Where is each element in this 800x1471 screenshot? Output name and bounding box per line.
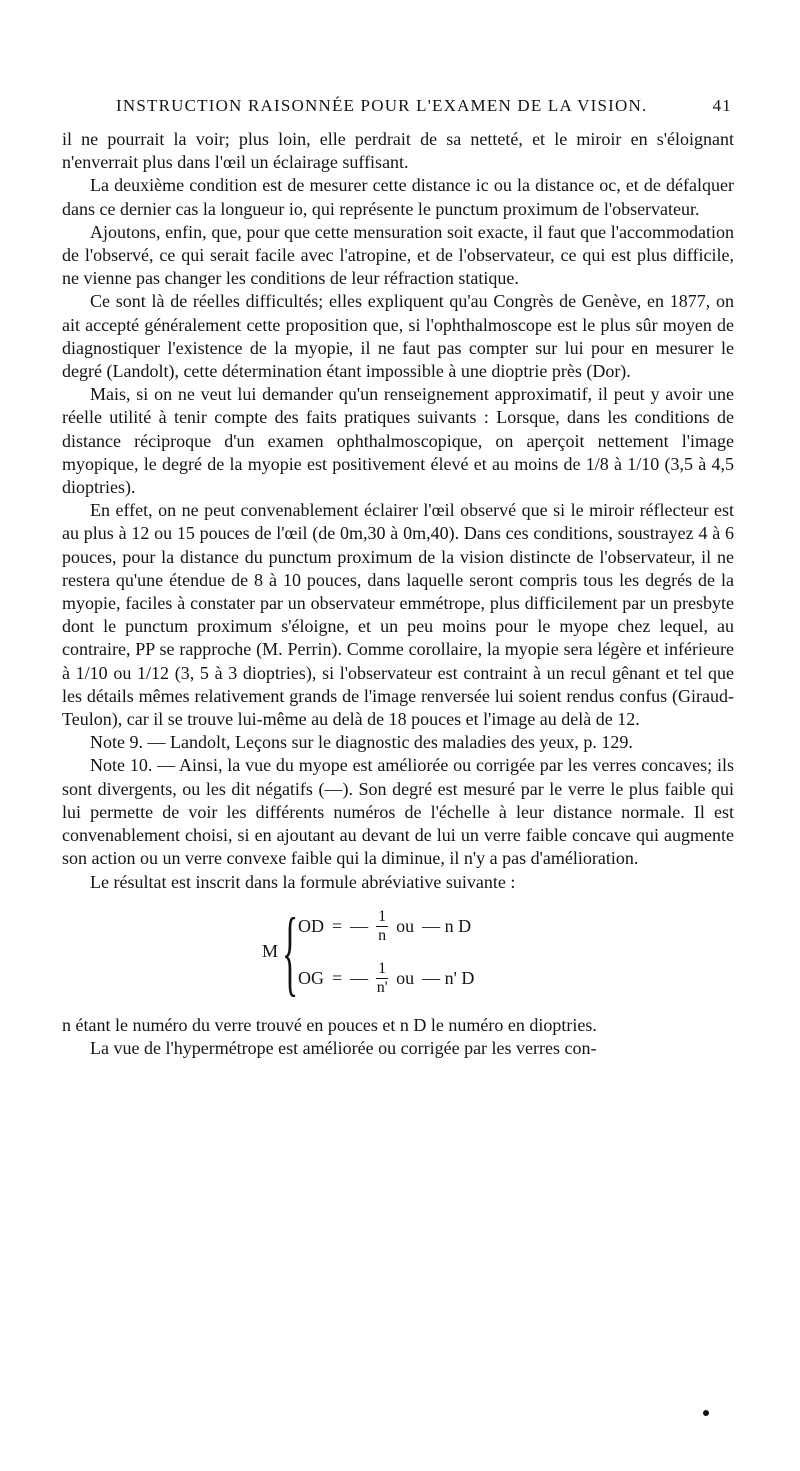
formula-row-od: [298, 908, 471, 945]
paragraph: En effet, on ne peut convenablement éclairer l'œil observé que si le miroir réflecteur est au plus à 12 ou 15 pouces de l'œil (de 0m,30 à 0m,40). Dans ces conditions, soustrayez 4 à 6 pouces, pour la distance du punctum proximum de la vision distincte de l'observateur, il ne restera qu'une étendue de 8 à 10 pouces, dans laquelle seront compris tous les degrés de la myopie, faciles à constater par un observateur emmétrope, plus difficilement par un presbyte dont le punctum proximum s'éloigne, et un peu moins pour le myope chez lequel, au contraire, PP se rapproche (M. Perrin). Comme corollaire, la myopie sera légère et inférieure à 1/10 ou 1/12 (3, 5 à 3 dioptries), si l'observateur est contraint à un recul gênant et tel que les détails mêmes relativement grands de l'image renversée lui soient rendus confus (Giraud-Teulon), car il se trouve lui-même au delà de 18 pouces et l'image au delà de 12.: [62, 500, 734, 730]
fraction-denominator: n': [376, 978, 388, 996]
paragraph: il ne pourrait la voir; plus loin, elle perdrait de sa netteté, et le miroir en s'éloignant n'enverrait plus dans l'œil un éclairage suffisant.: [62, 129, 734, 173]
formula-block: [62, 898, 734, 1010]
formula-minus: —: [350, 967, 369, 988]
paragraph: La vue de l'hypermétrope est améliorée ou corrigée par les verres con-: [90, 1037, 597, 1058]
paragraph: Ce sont là de réelles difficultés; elles expliquent qu'au Congrès de Genève, en 1877, on ait accepté généralement cette proposition que, si l'ophthalmoscope est le plus sûr moyen de diagnostiquer l'existence de la myopie, il ne faut pas compter sur lui pour en mesurer le degré (Landolt), cette détermination étant impossible à une dioptrie près (Dor).: [62, 291, 734, 382]
paragraph: Ajoutons, enfin, que, pour que cette mensuration soit exacte, il faut que l'accommodation de l'observé, ce qui serait facile avec l'atropine, et de l'observateur, ce qui est plus difficile, ne vienne pas changer les conditions de leur réfraction statique.: [62, 221, 734, 289]
formula-eq: =: [332, 915, 343, 936]
formula-eq: =: [332, 967, 343, 988]
formula-label: M: [262, 940, 279, 961]
formula-lhs: OG: [298, 967, 324, 988]
note-paragraph: Note 9. — Landolt, Leçons sur le diagnostic des maladies des yeux, p. 129.: [90, 732, 633, 753]
fraction-numerator: 1: [378, 907, 387, 925]
paragraph: n étant le numéro du verre trouvé en pouces et n D le numéro en dioptries.: [62, 1014, 597, 1035]
printer-mark: [703, 1410, 709, 1416]
page-number: 41: [712, 96, 732, 115]
formula-fraction: [376, 960, 388, 997]
formula-rhs: — n D: [422, 915, 472, 936]
paragraph: Le résultat est inscrit dans la formule abréviative suivante :: [90, 871, 516, 892]
formula-ou: ou: [396, 967, 415, 988]
body-text: [62, 128, 734, 1060]
fraction-numerator: 1: [378, 959, 387, 977]
formula-minus: —: [350, 915, 369, 936]
formula-fraction: [376, 908, 388, 945]
formula-rhs: — n' D: [422, 967, 475, 988]
formula-lhs: OD: [298, 915, 324, 936]
formula-row-og: [298, 960, 474, 997]
note-paragraph: Note 10. — Ainsi, la vue du myope est améliorée ou corrigée par les verres concaves; ils sont divergents, ou les dit négatifs (—). Son degré est mesuré par le verre le plus faible qui lui permette de voir les différents numéros de l'échelle à leur distance normale. Il est convenablement choisi, si en ajoutant au devant de lui un verre faible concave qui augmente son action ou un verre convexe faible qui la diminue, il n'y a pas d'amélioration.: [62, 755, 734, 869]
header-title: INSTRUCTION RAISONNÉE POUR L'EXAMEN DE LA VISION.: [116, 96, 648, 115]
fraction-denominator: n: [378, 926, 387, 944]
paragraph: Mais, si on ne veut lui demander qu'un renseignement approximatif, il peut y avoir une réelle utilité à tenir compte des faits pratiques suivants : Lorsque, dans les conditions de distance réciproque d'un examen ophthalmoscopique, on aperçoit nettement l'image myopique, le degré de la myopie est positivement élevé et au moins de 1/8 à 1/10 (3,5 à 4,5 dioptries).: [62, 384, 734, 498]
running-header: [116, 96, 732, 116]
formula-ou: ou: [396, 915, 415, 936]
paragraph: La deuxième condition est de mesurer cette distance ic ou la distance oc, et de défalquer dans ce dernier cas la longueur io, qui représente le punctum proximum de l'observateur.: [62, 175, 734, 219]
left-brace: {: [282, 897, 299, 1005]
